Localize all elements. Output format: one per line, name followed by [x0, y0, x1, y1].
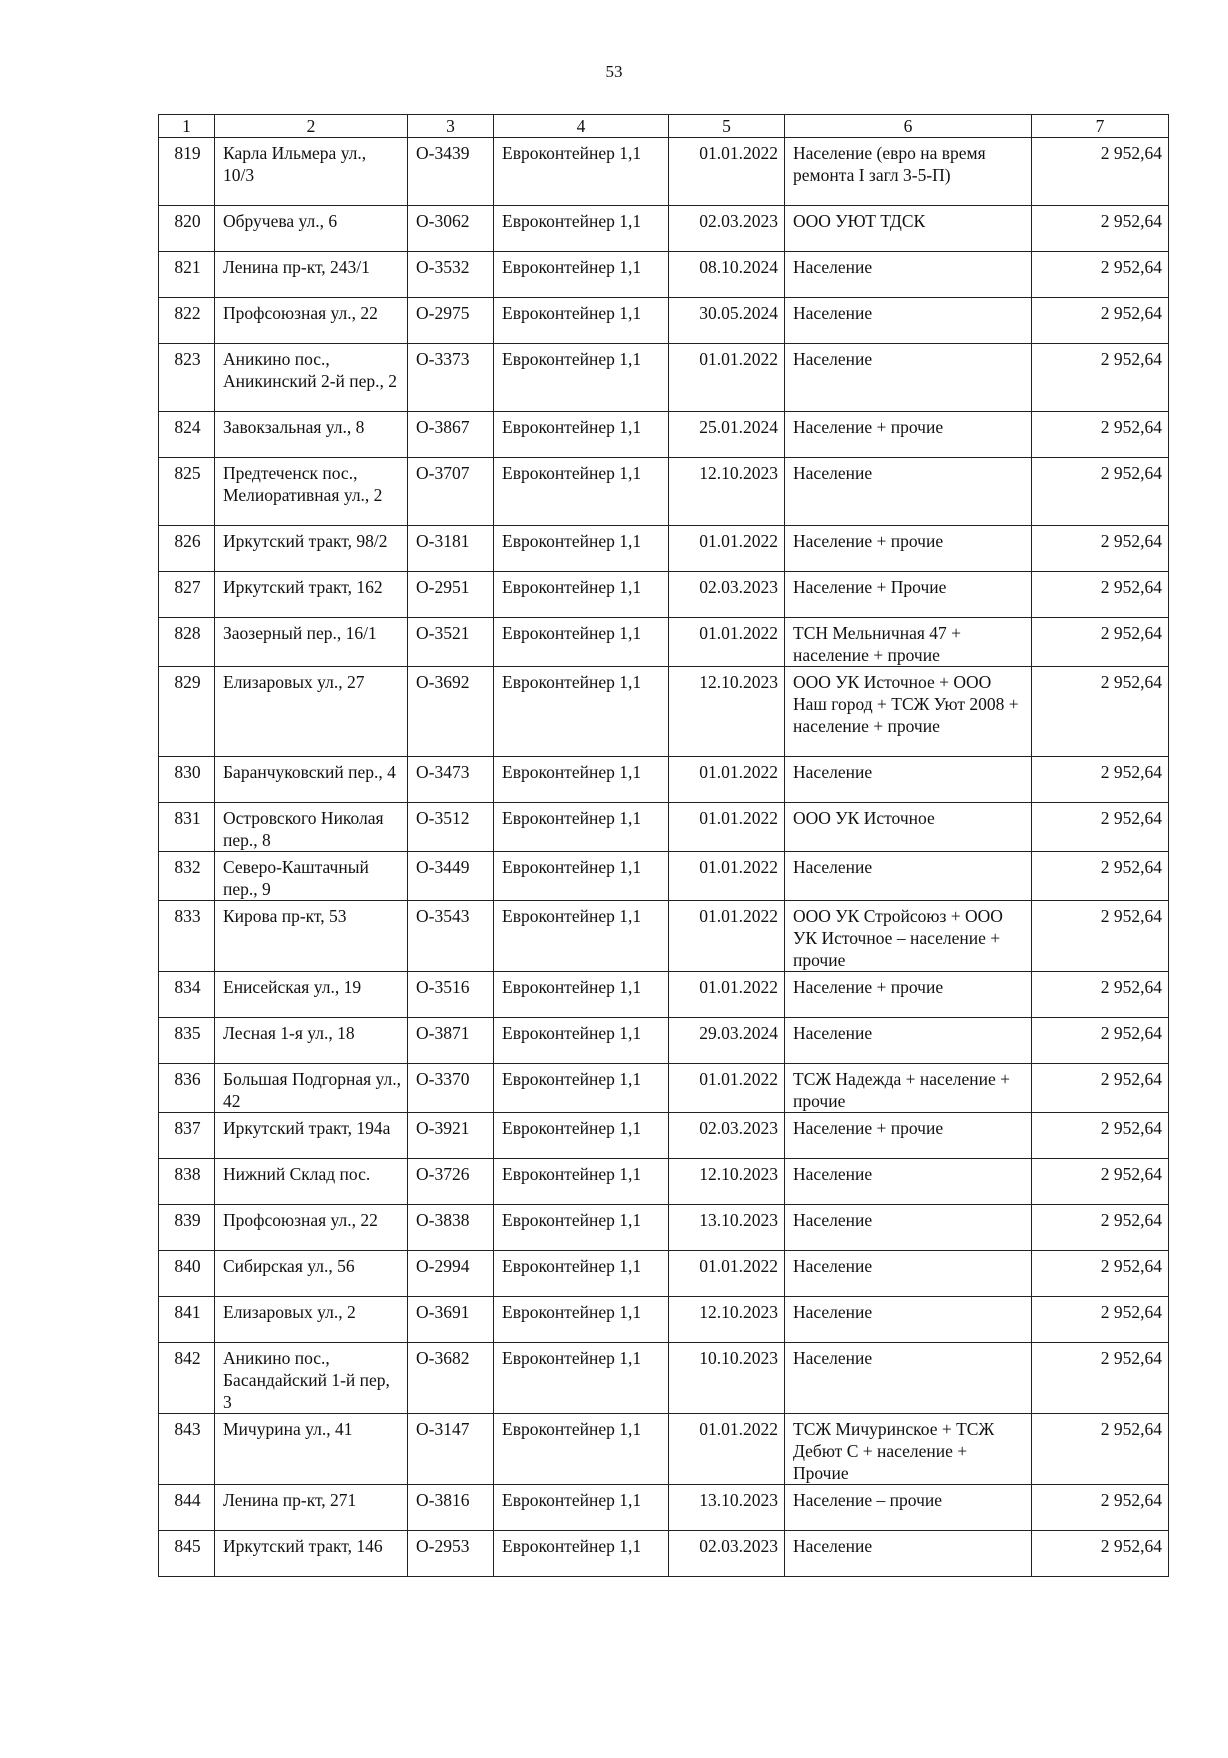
- address-cell: Ленина пр-кт, 243/1: [215, 252, 408, 298]
- site-code-cell: О-3439: [408, 138, 494, 206]
- consumer-cell: ООО УК Источное + ООО Наш город + ТСЖ Уют 2008 + население + прочие: [785, 667, 1032, 757]
- amount-cell: 2 952,64: [1032, 1485, 1169, 1531]
- consumer-cell: Население: [785, 298, 1032, 344]
- amount-cell: 2 952,64: [1032, 412, 1169, 458]
- date-cell: 10.10.2023: [669, 1343, 785, 1414]
- container-cell: Евроконтейнер 1,1: [494, 412, 669, 458]
- date-cell: 08.10.2024: [669, 252, 785, 298]
- address-cell: Мичурина ул., 41: [215, 1414, 408, 1485]
- row-number: 823: [159, 344, 215, 412]
- row-number: 842: [159, 1343, 215, 1414]
- address-cell: Предтеченск пос., Мелиоративная ул., 2: [215, 458, 408, 526]
- row-number: 841: [159, 1297, 215, 1343]
- container-cell: Евроконтейнер 1,1: [494, 1064, 669, 1113]
- amount-cell: 2 952,64: [1032, 1531, 1169, 1577]
- address-cell: Нижний Склад пос.: [215, 1159, 408, 1205]
- amount-cell: 2 952,64: [1032, 901, 1169, 972]
- container-cell: Евроконтейнер 1,1: [494, 972, 669, 1018]
- consumer-cell: Население: [785, 344, 1032, 412]
- amount-cell: 2 952,64: [1032, 252, 1169, 298]
- date-cell: 29.03.2024: [669, 1018, 785, 1064]
- table-row: [159, 1159, 1169, 1205]
- address-cell: Елизаровых ул., 2: [215, 1297, 408, 1343]
- site-code-cell: О-2994: [408, 1251, 494, 1297]
- date-cell: 01.01.2022: [669, 803, 785, 852]
- row-number: 828: [159, 618, 215, 667]
- address-cell: Лесная 1-я ул., 18: [215, 1018, 408, 1064]
- date-cell: 02.03.2023: [669, 1531, 785, 1577]
- table-row: [159, 572, 1169, 618]
- address-cell: Иркутский тракт, 98/2: [215, 526, 408, 572]
- container-cell: Евроконтейнер 1,1: [494, 1159, 669, 1205]
- site-code-cell: О-2951: [408, 572, 494, 618]
- container-cell: Евроконтейнер 1,1: [494, 852, 669, 901]
- column-header: 3: [408, 115, 494, 138]
- consumer-cell: Население + прочие: [785, 1113, 1032, 1159]
- table-row: [159, 458, 1169, 526]
- consumer-cell: Население – прочие: [785, 1485, 1032, 1531]
- row-number: 825: [159, 458, 215, 526]
- amount-cell: 2 952,64: [1032, 526, 1169, 572]
- site-code-cell: О-3543: [408, 901, 494, 972]
- address-cell: Завокзальная ул., 8: [215, 412, 408, 458]
- table-row: [159, 1064, 1169, 1113]
- container-cell: Евроконтейнер 1,1: [494, 572, 669, 618]
- table-row: [159, 852, 1169, 901]
- date-cell: 01.01.2022: [669, 618, 785, 667]
- column-header: 1: [159, 115, 215, 138]
- row-number: 829: [159, 667, 215, 757]
- table-row: [159, 412, 1169, 458]
- row-number: 824: [159, 412, 215, 458]
- date-cell: 01.01.2022: [669, 1414, 785, 1485]
- site-code-cell: О-3682: [408, 1343, 494, 1414]
- date-cell: 01.01.2022: [669, 344, 785, 412]
- consumer-cell: Население: [785, 1205, 1032, 1251]
- container-cell: Евроконтейнер 1,1: [494, 803, 669, 852]
- row-number: 827: [159, 572, 215, 618]
- site-code-cell: О-2975: [408, 298, 494, 344]
- row-number: 821: [159, 252, 215, 298]
- container-cell: Евроконтейнер 1,1: [494, 1297, 669, 1343]
- table-row: [159, 1018, 1169, 1064]
- consumer-cell: Население + прочие: [785, 412, 1032, 458]
- container-cell: Евроконтейнер 1,1: [494, 206, 669, 252]
- amount-cell: 2 952,64: [1032, 298, 1169, 344]
- row-number: 820: [159, 206, 215, 252]
- container-cell: Евроконтейнер 1,1: [494, 138, 669, 206]
- address-cell: Аникино пос., Аникинский 2-й пер., 2: [215, 344, 408, 412]
- table-row: [159, 1343, 1169, 1414]
- consumer-cell: ТСЖ Мичуринское + ТСЖ Дебют С + население + Прочие: [785, 1414, 1032, 1485]
- container-cell: Евроконтейнер 1,1: [494, 252, 669, 298]
- consumer-cell: Население: [785, 852, 1032, 901]
- table-row: [159, 667, 1169, 757]
- consumer-cell: Население: [785, 1159, 1032, 1205]
- column-header: 4: [494, 115, 669, 138]
- address-cell: Иркутский тракт, 162: [215, 572, 408, 618]
- site-code-cell: О-3449: [408, 852, 494, 901]
- amount-cell: 2 952,64: [1032, 1113, 1169, 1159]
- amount-cell: 2 952,64: [1032, 1343, 1169, 1414]
- row-number: 843: [159, 1414, 215, 1485]
- consumer-cell: ООО УК Источное: [785, 803, 1032, 852]
- consumer-cell: Население: [785, 1251, 1032, 1297]
- amount-cell: 2 952,64: [1032, 1251, 1169, 1297]
- row-number: 831: [159, 803, 215, 852]
- address-cell: Заозерный пер., 16/1: [215, 618, 408, 667]
- consumer-cell: ТСЖ Надежда + население + прочие: [785, 1064, 1032, 1113]
- address-cell: Аникино пос., Басандайский 1-й пер, 3: [215, 1343, 408, 1414]
- date-cell: 01.01.2022: [669, 901, 785, 972]
- amount-cell: 2 952,64: [1032, 458, 1169, 526]
- address-cell: Островского Николая пер., 8: [215, 803, 408, 852]
- date-cell: 13.10.2023: [669, 1485, 785, 1531]
- amount-cell: 2 952,64: [1032, 1018, 1169, 1064]
- site-code-cell: О-3726: [408, 1159, 494, 1205]
- amount-cell: 2 952,64: [1032, 852, 1169, 901]
- consumer-cell: ТСН Мельничная 47 + население + прочие: [785, 618, 1032, 667]
- container-cell: Евроконтейнер 1,1: [494, 1113, 669, 1159]
- site-code-cell: О-3147: [408, 1414, 494, 1485]
- date-cell: 01.01.2022: [669, 852, 785, 901]
- date-cell: 12.10.2023: [669, 458, 785, 526]
- address-cell: Ленина пр-кт, 271: [215, 1485, 408, 1531]
- row-number: 819: [159, 138, 215, 206]
- date-cell: 01.01.2022: [669, 1064, 785, 1113]
- date-cell: 02.03.2023: [669, 206, 785, 252]
- consumer-cell: Население: [785, 458, 1032, 526]
- amount-cell: 2 952,64: [1032, 618, 1169, 667]
- column-header: 7: [1032, 115, 1169, 138]
- site-code-cell: О-3838: [408, 1205, 494, 1251]
- container-cell: Евроконтейнер 1,1: [494, 757, 669, 803]
- consumer-cell: Население (евро на время ремонта I загл 3-5-П): [785, 138, 1032, 206]
- column-header: 2: [215, 115, 408, 138]
- container-cell: Евроконтейнер 1,1: [494, 1414, 669, 1485]
- address-cell: Кирова пр-кт, 53: [215, 901, 408, 972]
- container-cell: Евроконтейнер 1,1: [494, 901, 669, 972]
- date-cell: 12.10.2023: [669, 667, 785, 757]
- page-number: 53: [605, 62, 623, 81]
- site-code-cell: О-3062: [408, 206, 494, 252]
- row-number: 838: [159, 1159, 215, 1205]
- date-cell: 25.01.2024: [669, 412, 785, 458]
- row-number: 834: [159, 972, 215, 1018]
- amount-cell: 2 952,64: [1032, 1064, 1169, 1113]
- consumer-cell: Население: [785, 1343, 1032, 1414]
- table-row: [159, 344, 1169, 412]
- amount-cell: 2 952,64: [1032, 1205, 1169, 1251]
- table-row: [159, 1531, 1169, 1577]
- amount-cell: 2 952,64: [1032, 1159, 1169, 1205]
- address-cell: Иркутский тракт, 194а: [215, 1113, 408, 1159]
- row-number: 830: [159, 757, 215, 803]
- table-row: [159, 1251, 1169, 1297]
- amount-cell: 2 952,64: [1032, 1297, 1169, 1343]
- consumer-cell: Население: [785, 1018, 1032, 1064]
- address-cell: Профсоюзная ул., 22: [215, 298, 408, 344]
- site-code-cell: О-3691: [408, 1297, 494, 1343]
- date-cell: 13.10.2023: [669, 1205, 785, 1251]
- container-cell: Евроконтейнер 1,1: [494, 526, 669, 572]
- site-code-cell: О-3516: [408, 972, 494, 1018]
- date-cell: 01.01.2022: [669, 1251, 785, 1297]
- table-row: [159, 972, 1169, 1018]
- row-number: 844: [159, 1485, 215, 1531]
- row-number: 840: [159, 1251, 215, 1297]
- consumer-cell: ООО УЮТ ТДСК: [785, 206, 1032, 252]
- site-code-cell: О-3532: [408, 252, 494, 298]
- consumer-cell: Население + прочие: [785, 972, 1032, 1018]
- site-code-cell: О-3867: [408, 412, 494, 458]
- amount-cell: 2 952,64: [1032, 667, 1169, 757]
- row-number: 833: [159, 901, 215, 972]
- container-cell: Евроконтейнер 1,1: [494, 344, 669, 412]
- consumer-cell: ООО УК Стройсоюз + ООО УК Источное – население + прочие: [785, 901, 1032, 972]
- row-number: 845: [159, 1531, 215, 1577]
- table-row: [159, 757, 1169, 803]
- table-row: [159, 618, 1169, 667]
- table-row: [159, 1205, 1169, 1251]
- date-cell: 01.01.2022: [669, 526, 785, 572]
- row-number: 822: [159, 298, 215, 344]
- address-cell: Елизаровых ул., 27: [215, 667, 408, 757]
- site-code-cell: О-3816: [408, 1485, 494, 1531]
- container-cell: Евроконтейнер 1,1: [494, 1343, 669, 1414]
- consumer-cell: Население: [785, 1531, 1032, 1577]
- address-cell: Карла Ильмера ул., 10/3: [215, 138, 408, 206]
- table-row: [159, 298, 1169, 344]
- site-code-cell: О-3707: [408, 458, 494, 526]
- row-number: 839: [159, 1205, 215, 1251]
- amount-cell: 2 952,64: [1032, 344, 1169, 412]
- date-cell: 01.01.2022: [669, 757, 785, 803]
- column-header: 5: [669, 115, 785, 138]
- date-cell: 12.10.2023: [669, 1159, 785, 1205]
- site-code-cell: О-3181: [408, 526, 494, 572]
- site-code-cell: О-3373: [408, 344, 494, 412]
- date-cell: 02.03.2023: [669, 1113, 785, 1159]
- container-cell: Евроконтейнер 1,1: [494, 1251, 669, 1297]
- date-cell: 02.03.2023: [669, 572, 785, 618]
- column-number-row: [159, 115, 1169, 138]
- date-cell: 01.01.2022: [669, 972, 785, 1018]
- address-cell: Профсоюзная ул., 22: [215, 1205, 408, 1251]
- site-code-cell: О-3521: [408, 618, 494, 667]
- consumer-cell: Население: [785, 757, 1032, 803]
- row-number: 826: [159, 526, 215, 572]
- site-code-cell: О-3370: [408, 1064, 494, 1113]
- registry-table: [158, 114, 1169, 1577]
- address-cell: Енисейская ул., 19: [215, 972, 408, 1018]
- amount-cell: 2 952,64: [1032, 1414, 1169, 1485]
- table-row: [159, 803, 1169, 852]
- container-cell: Евроконтейнер 1,1: [494, 1205, 669, 1251]
- column-header: 6: [785, 115, 1032, 138]
- table-row: [159, 1297, 1169, 1343]
- site-code-cell: О-3512: [408, 803, 494, 852]
- site-code-cell: О-2953: [408, 1531, 494, 1577]
- consumer-cell: Население + Прочие: [785, 572, 1032, 618]
- row-number: 835: [159, 1018, 215, 1064]
- table-row: [159, 526, 1169, 572]
- amount-cell: 2 952,64: [1032, 572, 1169, 618]
- table-row: [159, 252, 1169, 298]
- row-number: 836: [159, 1064, 215, 1113]
- container-cell: Евроконтейнер 1,1: [494, 1485, 669, 1531]
- consumer-cell: Население + прочие: [785, 526, 1032, 572]
- address-cell: Иркутский тракт, 146: [215, 1531, 408, 1577]
- container-cell: Евроконтейнер 1,1: [494, 298, 669, 344]
- amount-cell: 2 952,64: [1032, 803, 1169, 852]
- date-cell: 01.01.2022: [669, 138, 785, 206]
- site-code-cell: О-3921: [408, 1113, 494, 1159]
- amount-cell: 2 952,64: [1032, 206, 1169, 252]
- consumer-cell: Население: [785, 1297, 1032, 1343]
- address-cell: Обручева ул., 6: [215, 206, 408, 252]
- amount-cell: 2 952,64: [1032, 972, 1169, 1018]
- address-cell: Большая Подгорная ул., 42: [215, 1064, 408, 1113]
- date-cell: 30.05.2024: [669, 298, 785, 344]
- container-cell: Евроконтейнер 1,1: [494, 458, 669, 526]
- address-cell: Сибирская ул., 56: [215, 1251, 408, 1297]
- site-code-cell: О-3871: [408, 1018, 494, 1064]
- amount-cell: 2 952,64: [1032, 757, 1169, 803]
- row-number: 837: [159, 1113, 215, 1159]
- container-cell: Евроконтейнер 1,1: [494, 667, 669, 757]
- table-row: [159, 1414, 1169, 1485]
- site-code-cell: О-3473: [408, 757, 494, 803]
- container-cell: Евроконтейнер 1,1: [494, 1018, 669, 1064]
- table-row: [159, 1113, 1169, 1159]
- site-code-cell: О-3692: [408, 667, 494, 757]
- amount-cell: 2 952,64: [1032, 138, 1169, 206]
- table-row: [159, 138, 1169, 206]
- consumer-cell: Население: [785, 252, 1032, 298]
- table-row: [159, 206, 1169, 252]
- row-number: 832: [159, 852, 215, 901]
- container-cell: Евроконтейнер 1,1: [494, 618, 669, 667]
- table-row: [159, 1485, 1169, 1531]
- container-cell: Евроконтейнер 1,1: [494, 1531, 669, 1577]
- date-cell: 12.10.2023: [669, 1297, 785, 1343]
- address-cell: Северо-Каштачный пер., 9: [215, 852, 408, 901]
- table-body: [159, 138, 1169, 1577]
- table-row: [159, 901, 1169, 972]
- address-cell: Баранчуковский пер., 4: [215, 757, 408, 803]
